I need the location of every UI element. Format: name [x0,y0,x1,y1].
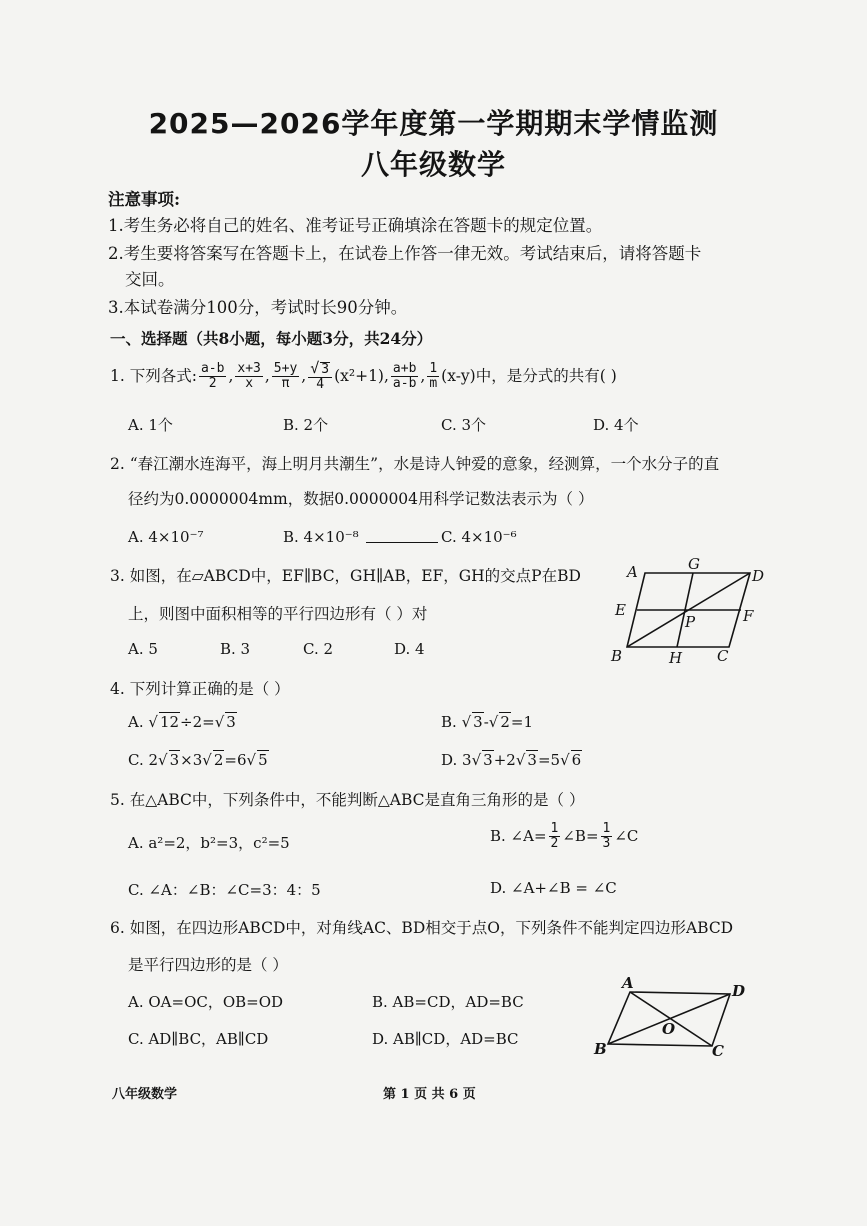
option-c: C. AD∥BC，AB∥CD [128,1030,269,1048]
option-b: B. ∠A= $\frac{1}{2}$ ∠B= $\frac{1}{3}$ ∠C [490,821,639,851]
question-3-line: 3. 如图，在▱ABCD中，EF∥BC，GH∥AB，EF，GH的交点P在BD [110,567,581,585]
label-p: P [685,613,696,631]
question-2-line: 2. “春江潮水连海平，海上明月共潮生”，水是诗人钟爱的意象，经测算，一个水分子的直 [110,455,720,473]
page-number: 第 1 页 共 6 页 [383,1087,476,1102]
question-6-line: 是平行四边形的是（ ） [128,956,288,974]
label-o: O [662,1020,676,1038]
quadrilateral-figure [588,974,758,1064]
label-g: G [688,555,700,573]
note-item: 2.考生要将答案写在答题卡上，在试卷上作答一律无效。考试结束后，请将答题卡 [108,244,702,263]
option-c: C. 3个 [441,416,487,434]
option-a: A. a²=2，b²=3，c²=5 [128,834,290,852]
note-item: 1.考生务必将自己的姓名、准考证号正确填涂在答题卡的规定位置。 [108,216,603,235]
option-c: C. ∠A：∠B：∠C=3：4：5 [128,881,321,899]
label-a: A [622,974,634,992]
option-a: A. OA=OC，OB=OD [128,993,284,1011]
question-5-stem: 5. 在△ABC中，下列条件中，不能判断△ABC是直角三角形的是（ ） [110,791,585,809]
note-item: 3.本试卷满分100分，考试时长90分钟。 [108,298,408,317]
parallelogram-figure [605,555,775,670]
section-heading: 一、选择题（共8小题，每小题3分，共24分） [110,329,433,348]
option-a: A. 5 [128,640,158,658]
label-b: B [611,647,623,665]
option-b: B. √ 3-√ 2=1 [441,713,533,731]
option-d: D. 3√ 3+2√ 3=5√ 6 [441,751,582,769]
label-c: C [717,647,729,665]
exam-subject: 八年级数学 [360,148,506,181]
footer-subject: 八年级数学 [112,1087,178,1102]
option-d: D. 4 [394,640,425,658]
option-a: A. 1个 [128,416,173,434]
question-4-stem: 4. 下列计算正确的是（ ） [110,680,290,698]
option-c: C. 2√ 3×3√ 2=6√ 5 [128,751,268,769]
label-d: D [752,567,765,585]
option-b: B. 3 [220,640,251,658]
question-1-stem: 1. 下列各式: $\frac{a-b}{2}$ , $\frac{x+3}{x}$ , $\frac{5+y}{\pi}$ , $\frac{√ 3}{4}$ (x²+1) , $\frac{a+b}{a-b}$ , $\frac{1}{m}$ (x-y) 中，是分式的共有( ) [110,358,617,392]
option-b: B. 4×10⁻⁸ [283,528,359,546]
label-b: B [594,1040,607,1058]
option-b: B. AB=CD，AD=BC [372,993,524,1011]
label-a: A [627,563,638,581]
option-c: C. 4×10⁻⁶ [441,528,517,546]
option-d: D. AB∥CD，AD=BC [372,1030,519,1048]
question-2-line: 径约为0.0000004mm，数据0.0000004用科学记数法表示为（ ） [128,490,594,508]
option-c: C. 2 [303,640,334,658]
stray-line [366,542,438,543]
option-b: B. 2个 [283,416,329,434]
question-3-line: 上，则图中面积相等的平行四边形有（ ）对 [128,605,428,623]
notes-heading: 注意事项: [108,190,181,209]
option-a: A. 4×10⁻⁷ [128,528,204,546]
option-d: D. ∠A+∠B = ∠C [490,879,617,897]
note-item: 交回。 [125,270,175,289]
exam-title: 2025—2026学年度第一学期期末学情监测 [148,107,719,140]
label-f: F [743,607,754,625]
option-a: A. √ 12÷2=√ 3 [128,713,236,731]
label-c: C [712,1042,724,1060]
label-d: D [732,982,746,1000]
label-h: H [669,649,683,667]
label-e: E [615,601,626,619]
option-d: D. 4个 [593,416,639,434]
question-6-line: 6. 如图，在四边形ABCD中，对角线AC、BD相交于点O，下列条件不能判定四边形ABCD [110,919,734,937]
